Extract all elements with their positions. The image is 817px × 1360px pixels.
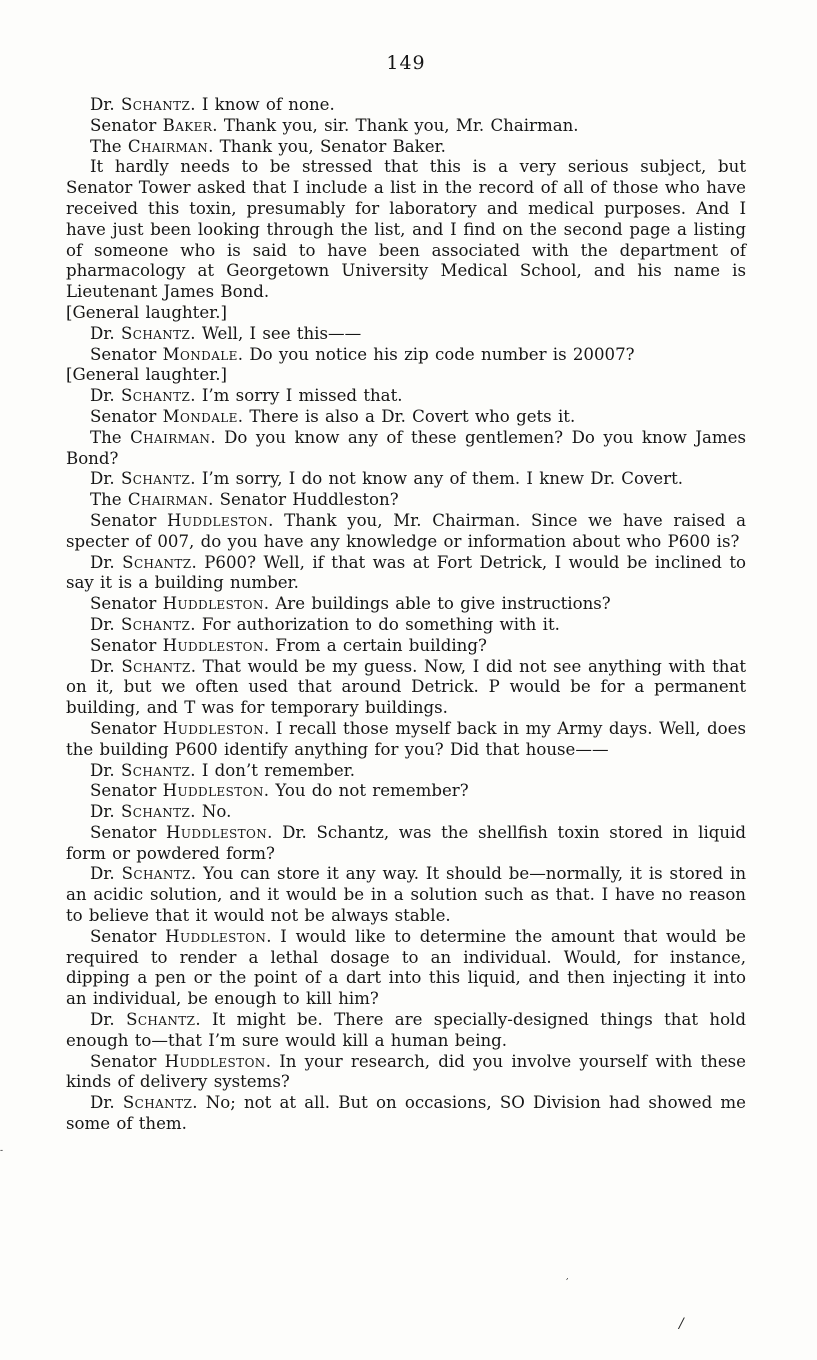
speaker-name: Mondale [162, 344, 238, 364]
speaker-name: Schantz [126, 1010, 196, 1030]
paragraph [66, 469, 746, 490]
speaker-name: Schantz [121, 864, 191, 884]
transcript-body [66, 95, 746, 1135]
paragraph [66, 1093, 746, 1135]
speaker-name: Huddleston [166, 822, 268, 842]
paragraph [66, 657, 746, 719]
speaker-name: Huddleston [167, 510, 269, 530]
speaker-name: Huddleston [162, 781, 264, 801]
paragraph [66, 927, 746, 1010]
text-run: Senator [90, 822, 167, 842]
text-run: Dr. [90, 802, 121, 822]
text-run: . I’m sorry I missed that. [190, 386, 403, 406]
speaker-name: Schantz [120, 802, 191, 822]
text-run: Dr. [90, 552, 123, 572]
paragraph [66, 719, 746, 761]
text-run: Senator [90, 635, 163, 655]
paragraph [66, 823, 746, 865]
speaker-name: Huddleston [162, 594, 264, 614]
speaker-name: Schantz [121, 656, 191, 676]
text-run: Senator [90, 510, 168, 530]
text-run: The [90, 136, 128, 156]
text-run: Dr. [90, 95, 121, 114]
paragraph [66, 511, 746, 553]
text-run: Dr. [90, 386, 121, 406]
paragraph [66, 802, 746, 823]
text-run: . Do you notice his zip code number is 20007? [237, 344, 635, 364]
speaker-name: Huddleston [164, 1051, 266, 1071]
text-run: Senator [90, 718, 163, 738]
paragraph [66, 781, 746, 802]
paragraph [66, 157, 746, 303]
speaker-name: Mondale [162, 406, 238, 426]
paragraph [66, 386, 746, 407]
paragraph [66, 594, 746, 615]
paragraph [66, 303, 746, 324]
text-run: Dr. [90, 614, 121, 634]
speaker-name: Chairman [127, 136, 209, 156]
paragraph [66, 324, 746, 345]
paragraph [66, 1052, 746, 1094]
text-run: . That would be my guess. Now, I did not see anything with that on it, but we often used that around Detrick. P would be for a permanent building, and T was for temporary buildings. [66, 656, 747, 718]
text-run: . I recall those myself back in my Army days. Well, does the building P600 identify anything for you? Did that house—— [66, 718, 746, 759]
text-run: Senator [90, 406, 163, 426]
text-run: Dr. [90, 469, 121, 489]
text-run: The [90, 427, 131, 447]
text-run: Senator [90, 344, 163, 364]
text-run: . For authorization to do something with it. [190, 614, 560, 634]
text-run: . No. [190, 802, 232, 822]
paragraph [66, 365, 746, 386]
paragraph [66, 761, 746, 782]
speaker-name: Huddleston [162, 635, 264, 655]
paragraph [66, 1010, 746, 1052]
text-run: . No; not at all. But on occasions, SO Division had showed me some of them. [66, 1093, 746, 1134]
speaker-name: Huddleston [165, 926, 267, 946]
text-run: . Well, I see this—— [190, 323, 362, 343]
text-run: . There is also a Dr. Covert who gets it. [237, 406, 576, 426]
text-run: Dr. [90, 656, 122, 676]
text-run: . I would like to determine the amount that would be required to render a lethal dosage to an individual. Would, for instance, dipping a pen or the point of a dart into this liquid, and then injecting it into an individual, be enough to kill him? [66, 926, 747, 1009]
speaker-name: Schantz [120, 95, 191, 114]
scan-artifact-slash: / [679, 1316, 684, 1332]
text-run: [General laughter.] [66, 302, 228, 322]
paragraph [66, 345, 746, 366]
text-run: Dr. [90, 1010, 127, 1030]
text-run: Senator [90, 594, 163, 614]
text-run: . Are buildings able to give instructions? [263, 594, 611, 614]
speaker-name: Schantz [120, 614, 191, 634]
speaker-name: Chairman [130, 427, 211, 447]
scan-artifact-mid: , [566, 1272, 569, 1281]
text-run: . You can store it any way. It should be—normally, it is stored in an acidic solution, and it would be in a solution such as that. I have no reason to believe that it would not be always stable. [66, 864, 747, 926]
speaker-name: Schantz [120, 760, 191, 780]
text-run: . Thank you, Mr. Chairman. Since we have raised a specter of 007, do you have any knowledge or information about who P600 is? [66, 510, 747, 551]
text-run: . I don’t remember. [190, 760, 356, 780]
text-run: [General laughter.] [66, 365, 228, 385]
paragraph [66, 490, 746, 511]
paragraph [66, 615, 746, 636]
text-run: . P600? Well, if that was at Fort Detrick, I would be inclined to say it is a building number. [66, 552, 746, 593]
text-run: Dr. [90, 323, 121, 343]
text-run: Senator [90, 115, 163, 135]
text-run: . It might be. There are specially-designed things that hold enough to—that I’m sure would kill a human being. [66, 1010, 746, 1050]
page-number: 149 [386, 52, 426, 74]
text-run: . Thank you, Senator Baker. [208, 136, 446, 156]
text-run: . Do you know any of these gentlemen? Do you know James Bond? [66, 427, 746, 468]
text-run: It hardly needs to be stressed that this is a very serious subject, but Senator Tower asked that I include a list in the record of all of those who have received this toxin, presumably for laboratory and medical purposes. And I have just been looking through the list, and I find on the second page a listing of someone who is said to have been associated with the department of pharmacology at Georgetown University Medical School, and his name is Lieutenant James Bond. [66, 157, 746, 302]
text-run: Dr. [90, 1093, 123, 1113]
paragraph [66, 428, 746, 470]
text-run: . Thank you, sir. Thank you, Mr. Chairman. [212, 115, 579, 135]
speaker-name: Schantz [122, 1093, 193, 1113]
text-run: . From a certain building? [263, 635, 487, 655]
text-run: Dr. [90, 864, 122, 884]
text-run: . Senator Huddleston? [208, 490, 399, 510]
text-run: Senator [90, 781, 163, 801]
speaker-name: Schantz [120, 469, 191, 489]
text-run: . Dr. Schantz, was the shellfish toxin stored in liquid form or powdered form? [66, 822, 746, 863]
text-run: Senator [90, 1051, 165, 1071]
text-run: . I’m sorry, I do not know any of them. I knew Dr. Covert. [190, 469, 684, 489]
paragraph [66, 636, 746, 657]
paragraph [66, 137, 746, 158]
text-run: The [90, 490, 128, 510]
speaker-name: Schantz [122, 552, 192, 572]
paragraph [66, 864, 746, 926]
paragraph [66, 95, 746, 116]
text-run: Senator [90, 926, 166, 946]
paragraph [66, 116, 746, 137]
text-run: . In your research, did you involve yourself with these kinds of delivery systems? [66, 1051, 746, 1092]
speaker-name: Baker [162, 115, 213, 135]
speaker-name: Chairman [127, 490, 209, 510]
speaker-name: Schantz [120, 323, 191, 343]
speaker-name: Schantz [120, 386, 191, 406]
text-run: . You do not remember? [263, 781, 469, 801]
speaker-name: Huddleston [162, 718, 265, 738]
text-run: Dr. [90, 760, 121, 780]
text-run: . I know of none. [190, 95, 335, 114]
paragraph [66, 553, 746, 595]
scan-artifact-left: - [0, 1146, 4, 1156]
paragraph [66, 407, 746, 428]
